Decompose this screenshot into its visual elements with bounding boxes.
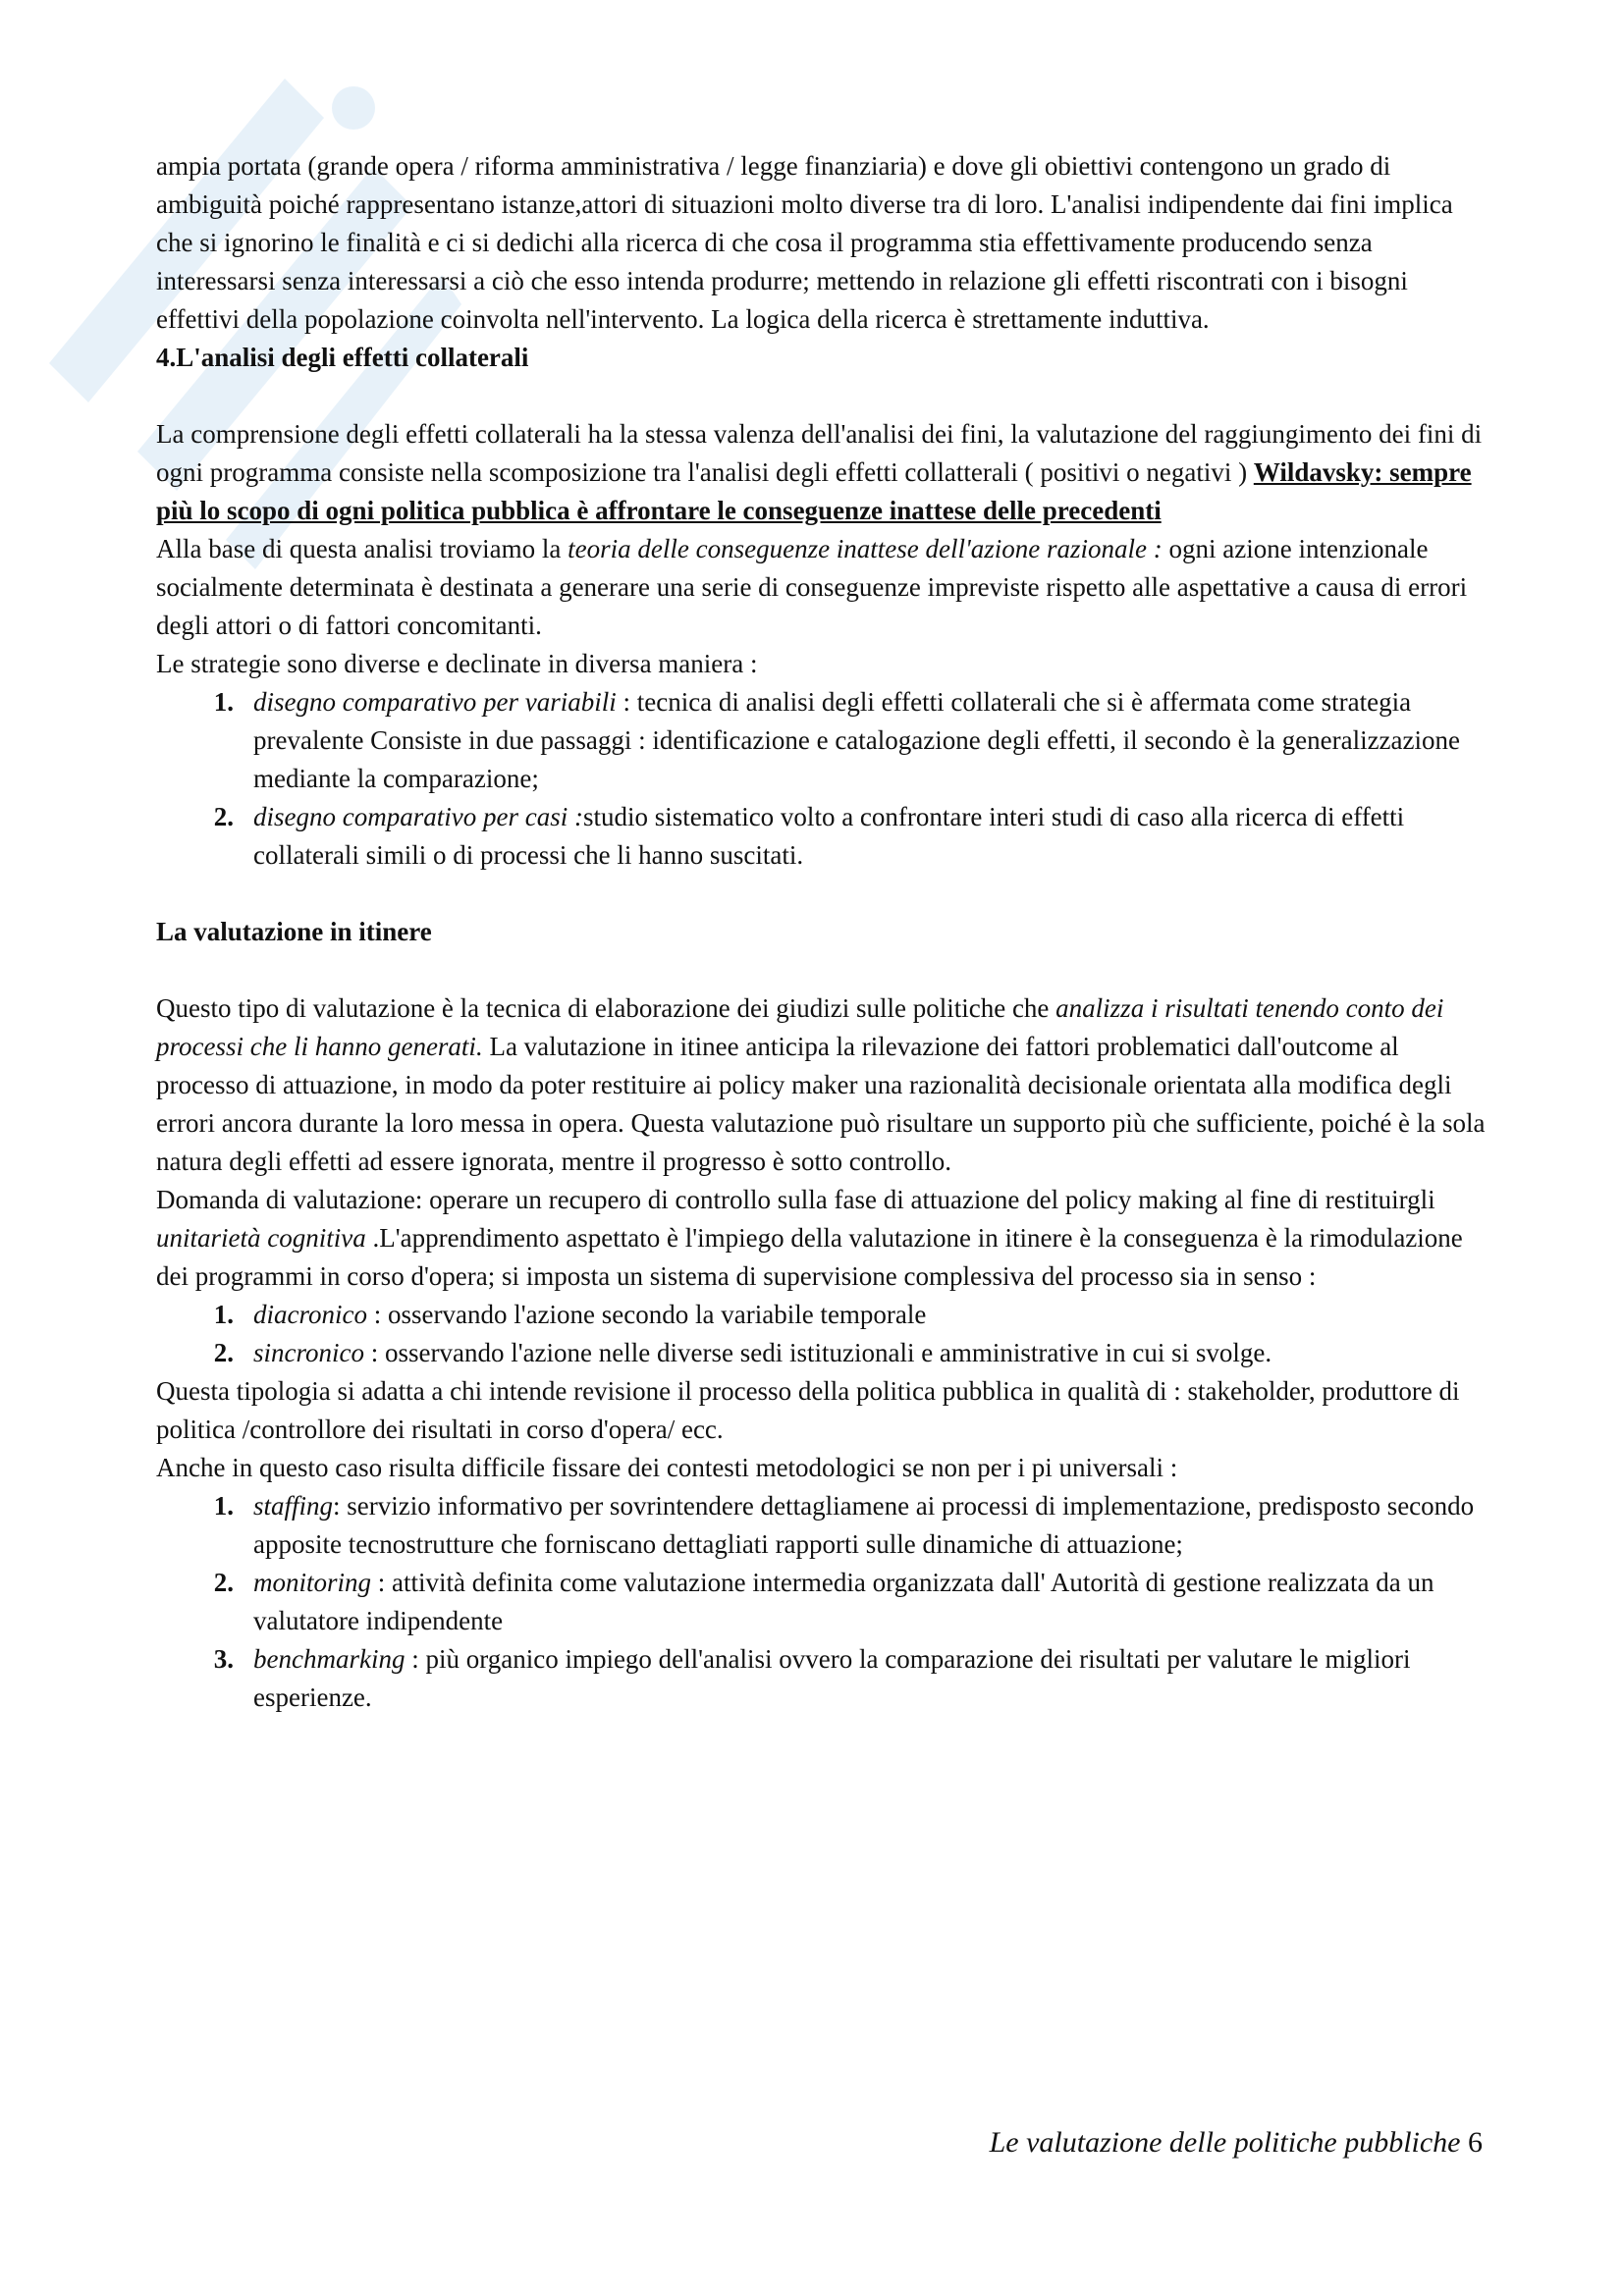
section-itinere-paragraph-4: Anche in questo caso risulta difficile fissare dei contesti metodologici se non per i pi universali : (156, 1453, 1178, 1482)
list-item-number: 2. (213, 1338, 234, 1367)
section-4-p2-post: ogni azione intenzionale socialmente determinata è destinata a generare una serie di conseguenze impreviste rispetto alle aspettative a causa di errori degli attori o di fattori concomitanti. (156, 534, 1468, 640)
list-item-term: disegno comparativo per variabili (253, 687, 617, 717)
page-footer (990, 2123, 1483, 2163)
list-item (156, 798, 1487, 875)
list-item-text: : attività definita come valutazione intermedia organizzata dall' Autorità di gestione realizzata da un valutatore indipendente (253, 1568, 1434, 1635)
section-itinere-paragraph-2 (156, 1181, 1487, 1296)
list-item (156, 1487, 1487, 1564)
list-item (156, 1564, 1487, 1640)
footer-title: Le valutazione delle politiche pubbliche (989, 2126, 1461, 2159)
document-page (156, 147, 1487, 1717)
list-item-text: : più organico impiego dell'analisi ovvero la comparazione dei risultati per valutare le migliori esperienze. (253, 1644, 1411, 1712)
list-item-number: 1. (213, 1300, 234, 1329)
list-item-term: diacronico (253, 1300, 367, 1329)
itinere-p1-em: analizza i risultati tenendo conto dei processi che li hanno generati. (156, 993, 1444, 1061)
list-item-number: 2. (213, 802, 234, 831)
list-item (156, 1640, 1487, 1717)
list-item-term: benchmarking (253, 1644, 406, 1674)
section-itinere-paragraph-3: Questa tipologia si adatta a chi intende revisione il processo della politica pubblica in qualità di : stakeholder, produttore di politica /controllore dei risultati in corso d'opera/ ecc. (156, 1376, 1460, 1444)
section-4-p2-pre: Alla base di questa analisi troviamo la (156, 534, 568, 563)
list-item-term: monitoring (253, 1568, 372, 1597)
section-itinere-title: La valutazione in itinere (156, 917, 432, 946)
section-4-list (156, 683, 1487, 875)
page-number: 6 (1468, 2126, 1483, 2159)
list-item-number: 3. (213, 1644, 234, 1674)
itinere-list-a (156, 1296, 1487, 1372)
section-4-p1-text: La comprensione degli effetti collaterali ha la stessa valenza dell'analisi dei fini, la valutazione del raggiungimento dei fini di ogni programma consiste nella scomposizione tra l'analisi degli effetti collatterali ( positivi o negativi ) (156, 419, 1483, 487)
section-4-paragraph-3: Le strategie sono diverse e declinate in diversa maniera : (156, 649, 758, 678)
list-item (156, 1296, 1487, 1334)
list-item (156, 1334, 1487, 1372)
section-itinere-paragraph-1 (156, 989, 1487, 1181)
itinere-list-b (156, 1487, 1487, 1717)
itinere-p2-post: .L'apprendimento aspettato è l'impiego della valutazione in itinere è la conseguenza è la rimodulazione dei programmi in corso d'opera; si imposta un sistema di supervisione complessiva del processo sia in senso : (156, 1223, 1463, 1291)
section-4-title: 4.L'analisi degli effetti collaterali (156, 343, 529, 372)
section-4-paragraph-2 (156, 530, 1487, 645)
list-item-text: studio sistematico volto a confrontare interi studi di caso alla ricerca di effetti collaterali simili o di processi che li hanno suscitati. (253, 802, 1405, 870)
wildavsky-quote: Wildavsky: sempre più lo scopo di ogni politica pubblica è affrontare le conseguenze inattese delle precedenti (156, 457, 1472, 525)
list-item-text: : osservando l'azione secondo la variabile temporale (366, 1300, 927, 1329)
section-4-paragraph-1 (156, 415, 1487, 530)
list-item-term: sincronico (253, 1338, 364, 1367)
list-item-term: staffing (253, 1491, 334, 1521)
itinere-p2-em: unitarietà cognitiva (156, 1223, 366, 1253)
list-item (156, 683, 1487, 798)
itinere-p1-post: La valutazione in itinee anticipa la rilevazione dei fattori problematici dall'outcome al processo di attuazione, in modo da poter restituire ai policy maker una razionalità decisionale orientata alla modifica degli errori ancora durante la loro messa in opera. Questa valutazione può risultare un supporto più che sufficiente, poiché è la sola natura degli effetti ad essere ignorata, mentre il progresso è sotto controllo. (156, 1032, 1486, 1176)
itinere-p1-pre: Questo tipo di valutazione è la tecnica di elaborazione dei giudizi sulle politiche che (156, 993, 1056, 1023)
list-item-text: : osservando l'azione nelle diverse sedi istituzionali e amministrative in cui si svolge. (363, 1338, 1272, 1367)
intro-paragraph: ampia portata (grande opera / riforma amministrativa / legge finanziaria) e dove gli obiettivi contengono un grado di ambiguità poiché rappresentano istanze,attori di situazioni molto diverse tra di loro. L'analisi indipendente dai fini implica che si ignorino le finalità e ci si dedichi alla ricerca di che cosa il programma stia effettivamente producendo senza interessarsi senza interessarsi a ciò che esso intenda produrre; mettendo in relazione gli effetti riscontrati con i bisogni effettivi della popolazione coinvolta nell'intervento. La logica della ricerca è strettamente induttiva. (156, 151, 1453, 334)
section-4-p2-term: teoria delle conseguenze inattese dell'azione razionale : (568, 534, 1163, 563)
itinere-p2-pre: Domanda di valutazione: operare un recupero di controllo sulla fase di attuazione del policy making al fine di restituirgli (156, 1185, 1435, 1214)
list-item-term: disegno comparativo per casi : (253, 802, 583, 831)
list-item-text: : tecnica di analisi degli effetti collaterali che si è affermata come strategia prevalente Consiste in due passaggi : identificazione e catalogazione degli effetti, il secondo è la generalizzazione mediante la comparazione; (253, 687, 1460, 793)
list-item-number: 2. (213, 1568, 234, 1597)
list-item-text: : servizio informativo per sovrintendere dettagliamene ai processi di implementazione, predisposto secondo apposite tecnostrutture che forniscano dettagliati rapporti sulle dinamiche di attuazione; (253, 1491, 1475, 1559)
list-item-number: 1. (213, 687, 234, 717)
list-item-number: 1. (213, 1491, 234, 1521)
